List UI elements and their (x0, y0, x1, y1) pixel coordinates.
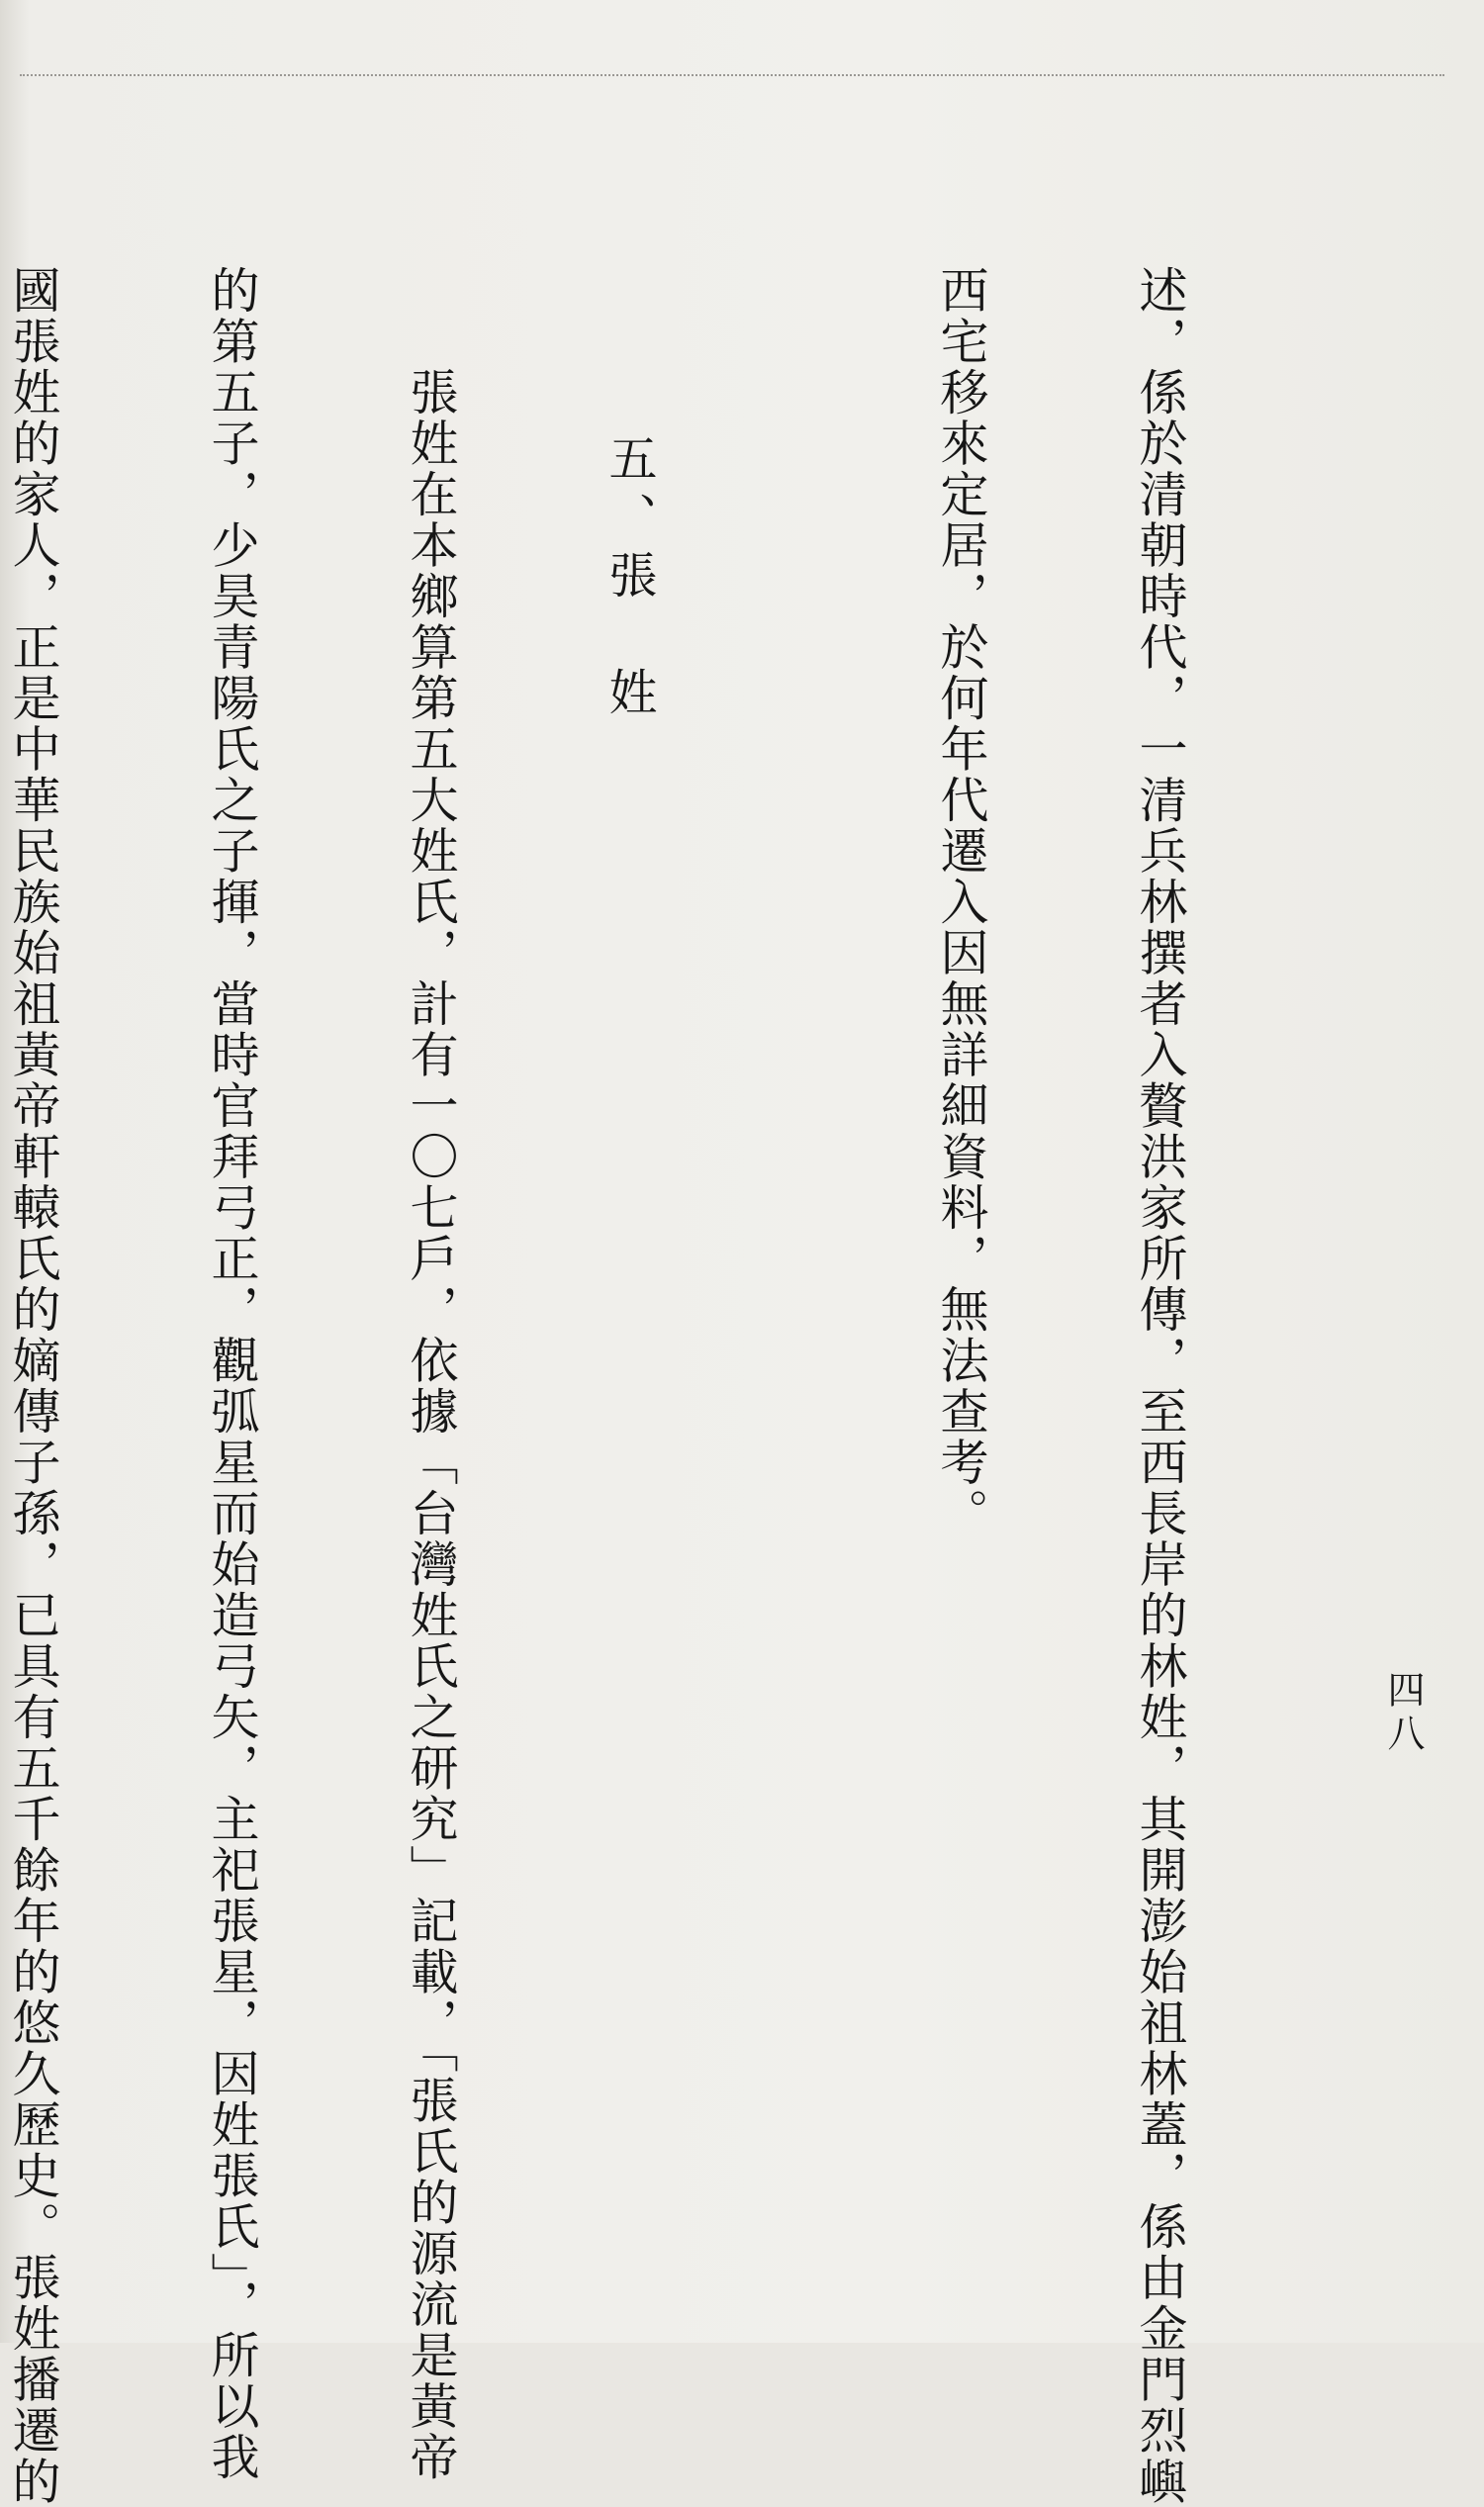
text-column: 張姓在本鄉算第五大姓氏，計有一〇七戶，依據「台灣姓氏之研究」記載，「張氏的源流是黃帝 (403, 265, 459, 2483)
vertical-text-body (5, 265, 1326, 2507)
section-heading: 五、張 姓 (602, 433, 658, 725)
text-column: 的第五子，少昊青陽氏之子揮，當時官拜弓正，觀弧星而始造弓矢，主祀張星，因姓張氏」，所以我 (204, 265, 260, 2483)
scan-edge-line (20, 74, 1444, 76)
page-number: 四八 (1381, 1670, 1425, 1757)
text-column: 西宅移來定居，於何年代遷入因無詳細資料，無法查考。 (933, 265, 989, 1539)
text-column: 國張姓的家人，正是中華民族始祖黃帝軒轅氏的嫡傳子孫，已具有五千餘年的悠久歷史。張姓播遷的 (5, 265, 61, 2507)
text-column: 述，係於清朝時代，一清兵林撰者入贅洪家所傳，至西長岸的林姓，其開澎始祖林蓋，係由金門烈嶼 (1132, 265, 1188, 2507)
